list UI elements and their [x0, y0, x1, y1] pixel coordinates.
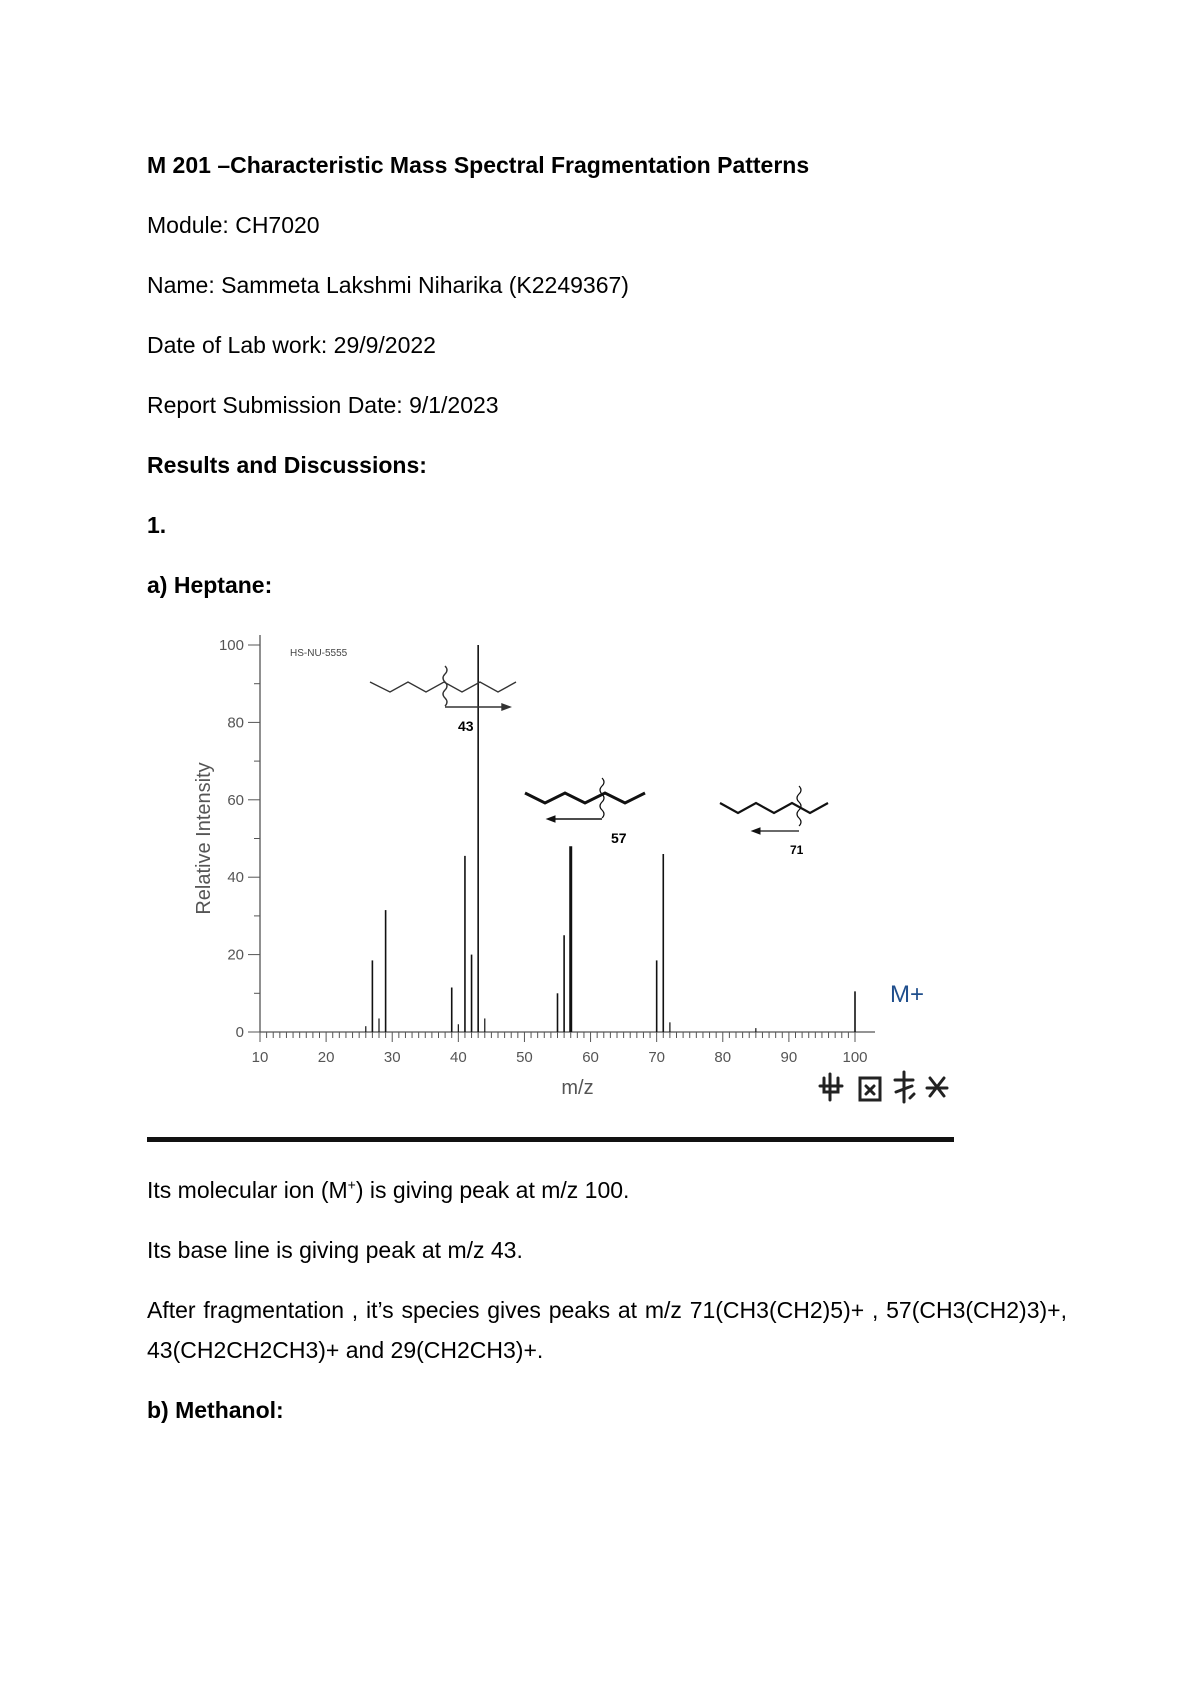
y-tick-label: 20 [227, 946, 244, 964]
y-tick-label: 80 [227, 714, 244, 732]
results-heading: Results and Discussions: [147, 452, 427, 478]
molecular-ion-label: M+ [890, 981, 925, 1008]
y-tick-label: 40 [227, 869, 244, 887]
x-tick-label: 50 [516, 1049, 533, 1066]
base-line-sentence: Its base line is giving peak at m/z 43. [147, 1237, 523, 1263]
fragment-label-57: 57 [611, 830, 627, 846]
fragment-label-43: 43 [458, 718, 474, 734]
x-tick-label: 30 [383, 1049, 401, 1066]
watermark-calligraphy [820, 1072, 947, 1102]
mass-spectrum-chart [190, 620, 960, 1150]
x-tick-label: 10 [251, 1049, 269, 1066]
x-tick-label: 70 [648, 1049, 666, 1066]
x-axis-label: m/z [561, 1077, 594, 1099]
x-tick-label: 60 [582, 1049, 599, 1066]
chart-labels [193, 637, 868, 1099]
molecular-ion-text-post: ) is giving peak at m/z 100. [355, 1177, 630, 1203]
molecular-ion-sup: + [347, 1176, 356, 1193]
x-tick-label: 80 [714, 1049, 732, 1066]
methanol-heading: b) Methanol: [147, 1397, 284, 1423]
y-tick-label: 60 [227, 791, 244, 809]
x-tick-label: 20 [317, 1049, 335, 1066]
name-line: Name: Sammeta Lakshmi Niharika (K2249367) [147, 272, 629, 298]
item-number: 1. [147, 512, 167, 538]
x-tick-label: 90 [780, 1049, 798, 1066]
section-divider [147, 1137, 954, 1142]
submission-date-line: Report Submission Date: 9/1/2023 [147, 392, 499, 418]
structure-43-drawing [370, 666, 516, 710]
y-tick-label: 0 [235, 1024, 244, 1041]
molecular-ion-sentence [147, 1175, 629, 1205]
module-line: Module: CH7020 [147, 212, 320, 238]
y-axis-label: Relative Intensity [193, 762, 215, 915]
molecular-ion-text-pre: Its molecular ion (M [147, 1177, 348, 1203]
spectrum-code-label: HS-NU-5555 [290, 648, 348, 659]
y-tick-label: 100 [218, 637, 244, 654]
fragmentation-paragraph: After fragmentation , it’s species gives peaks at m/z 71(CH3(CH2)5)+ , 57(CH3(CH2)3)+, 43(CH2CH2CH3)+ and 29(CH2CH3)+. [147, 1297, 1067, 1363]
structure-57-drawing [525, 778, 645, 822]
x-tick-label: 40 [449, 1049, 467, 1066]
fragment-label-71: 71 [790, 843, 804, 857]
x-tick-label: 100 [842, 1049, 868, 1066]
lab-date-line: Date of Lab work: 29/9/2022 [147, 332, 436, 358]
report-title: M 201 –Characteristic Mass Spectral Fragmentation Patterns [147, 152, 810, 178]
chart-axes [248, 635, 875, 1042]
heptane-heading: a) Heptane: [147, 572, 273, 598]
structure-71-drawing [720, 786, 828, 834]
